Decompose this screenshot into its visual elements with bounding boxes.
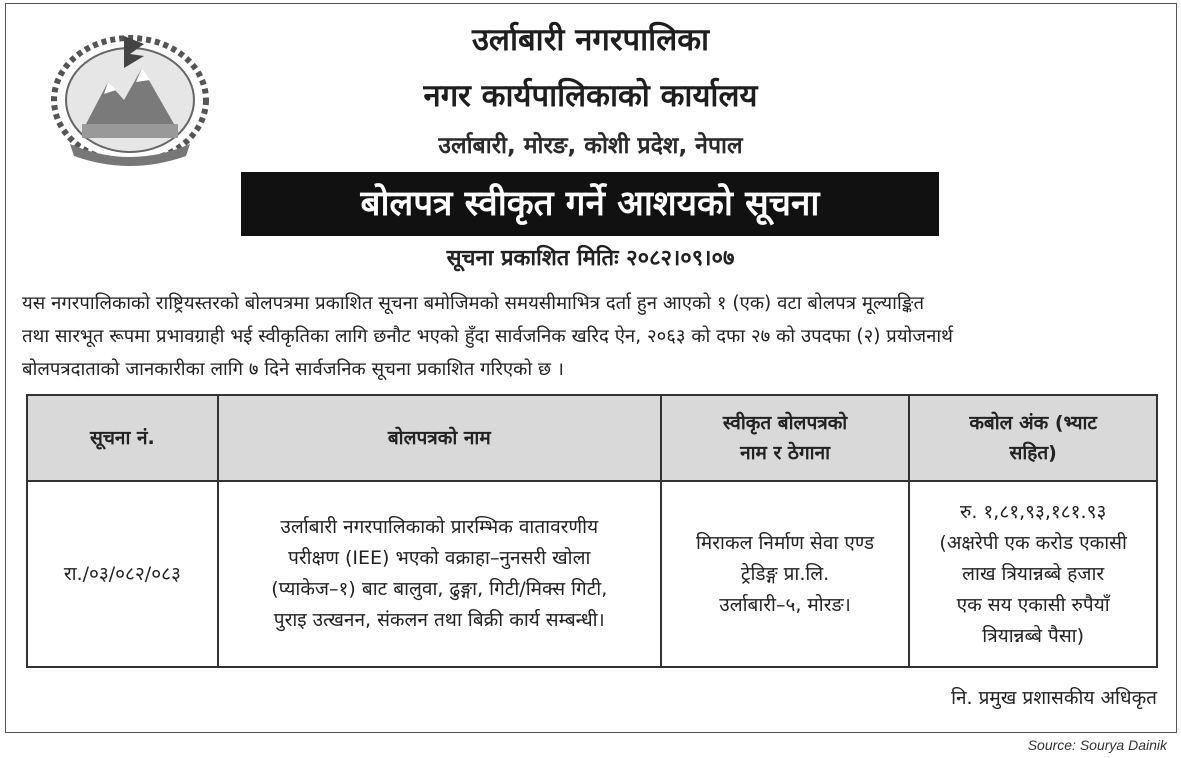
cell-notice-no: रा./०३/०८२/०८३ (27, 481, 218, 667)
notice-body (22, 287, 1160, 386)
published-date: सूचना प्रकाशित मितिः २०८२।०९।०७ (446, 246, 735, 271)
municipality-name: उर्लाबारी नगरपालिका (471, 22, 710, 58)
notice-body-line: बोलपत्रदाताको जानकारीका लागि ७ दिने सार्वजनिक सूचना प्रकाशित गरिएको छ । (22, 359, 564, 380)
signer-designation: नि. प्रमुख प्रशासकीय अधिकृत (951, 687, 1157, 709)
header-bid-name: बोलपत्रको नाम (218, 395, 661, 481)
cell-bidder: मिराकल निर्माण सेवा एण्ड ट्रेडिङ्ग प्रा.लि. उर्लाबारी–५, मोरङ। (661, 481, 910, 667)
notice-title: बोलपत्र स्वीकृत गर्ने आशयको सूचना (241, 172, 939, 236)
notice-body-line: तथा सारभूत रूपमा प्रभावग्राही भई स्वीकृतिका लागि छनौट भएको हुँदा सार्वजनिक खरिद ऐन, २०६३ को दफा २७ को उपदफा (२) प्रयोजनार्थ (22, 326, 953, 347)
table-row (27, 481, 1157, 667)
table-header-row (27, 395, 1157, 481)
header-notice-no: सूचना नं. (27, 395, 218, 481)
cell-amount: रु. १,८१,९३,१८१.९३ (अक्षरेपी एक करोड एकासी लाख त्रियान्नब्बे हजार एक सय एकासी रुपैयाँ त्रियान्नब्बे पैसा) (909, 481, 1157, 667)
source-credit: Source: Sourya Dainik (1027, 737, 1167, 753)
cell-bid-name: उर्लाबारी नगरपालिकाको प्रारम्भिक वातावरणीय परीक्षण (IEE) भएको वक्राहा–नुनसरी खोला (प्याकेज–१) बाट बालुवा, ढुङ्गा, गिटी/मिक्स गिटी, पुराइ उत्खनन, संकलन तथा बिक्री कार्य सम्बन्धी। (218, 481, 661, 667)
office-name: नगर कार्यपालिकाको कार्यालय (423, 78, 758, 114)
header-amount: कबोल अंक (भ्याट सहित) (909, 395, 1157, 481)
office-address: उर्लाबारी, मोरङ, कोशी प्रदेश, नेपाल (438, 133, 743, 159)
header-bidder: स्वीकृत बोलपत्रको नाम र ठेगाना (661, 395, 910, 481)
notice-body-line: यस नगरपालिकाको राष्ट्रियस्तरको बोलपत्रमा प्रकाशित सूचना बमोजिमको समयसीमाभित्र दर्ता हुन आएको १ (एक) वटा बोलपत्र मूल्याङ्कित (22, 293, 924, 314)
bid-table (26, 394, 1158, 668)
